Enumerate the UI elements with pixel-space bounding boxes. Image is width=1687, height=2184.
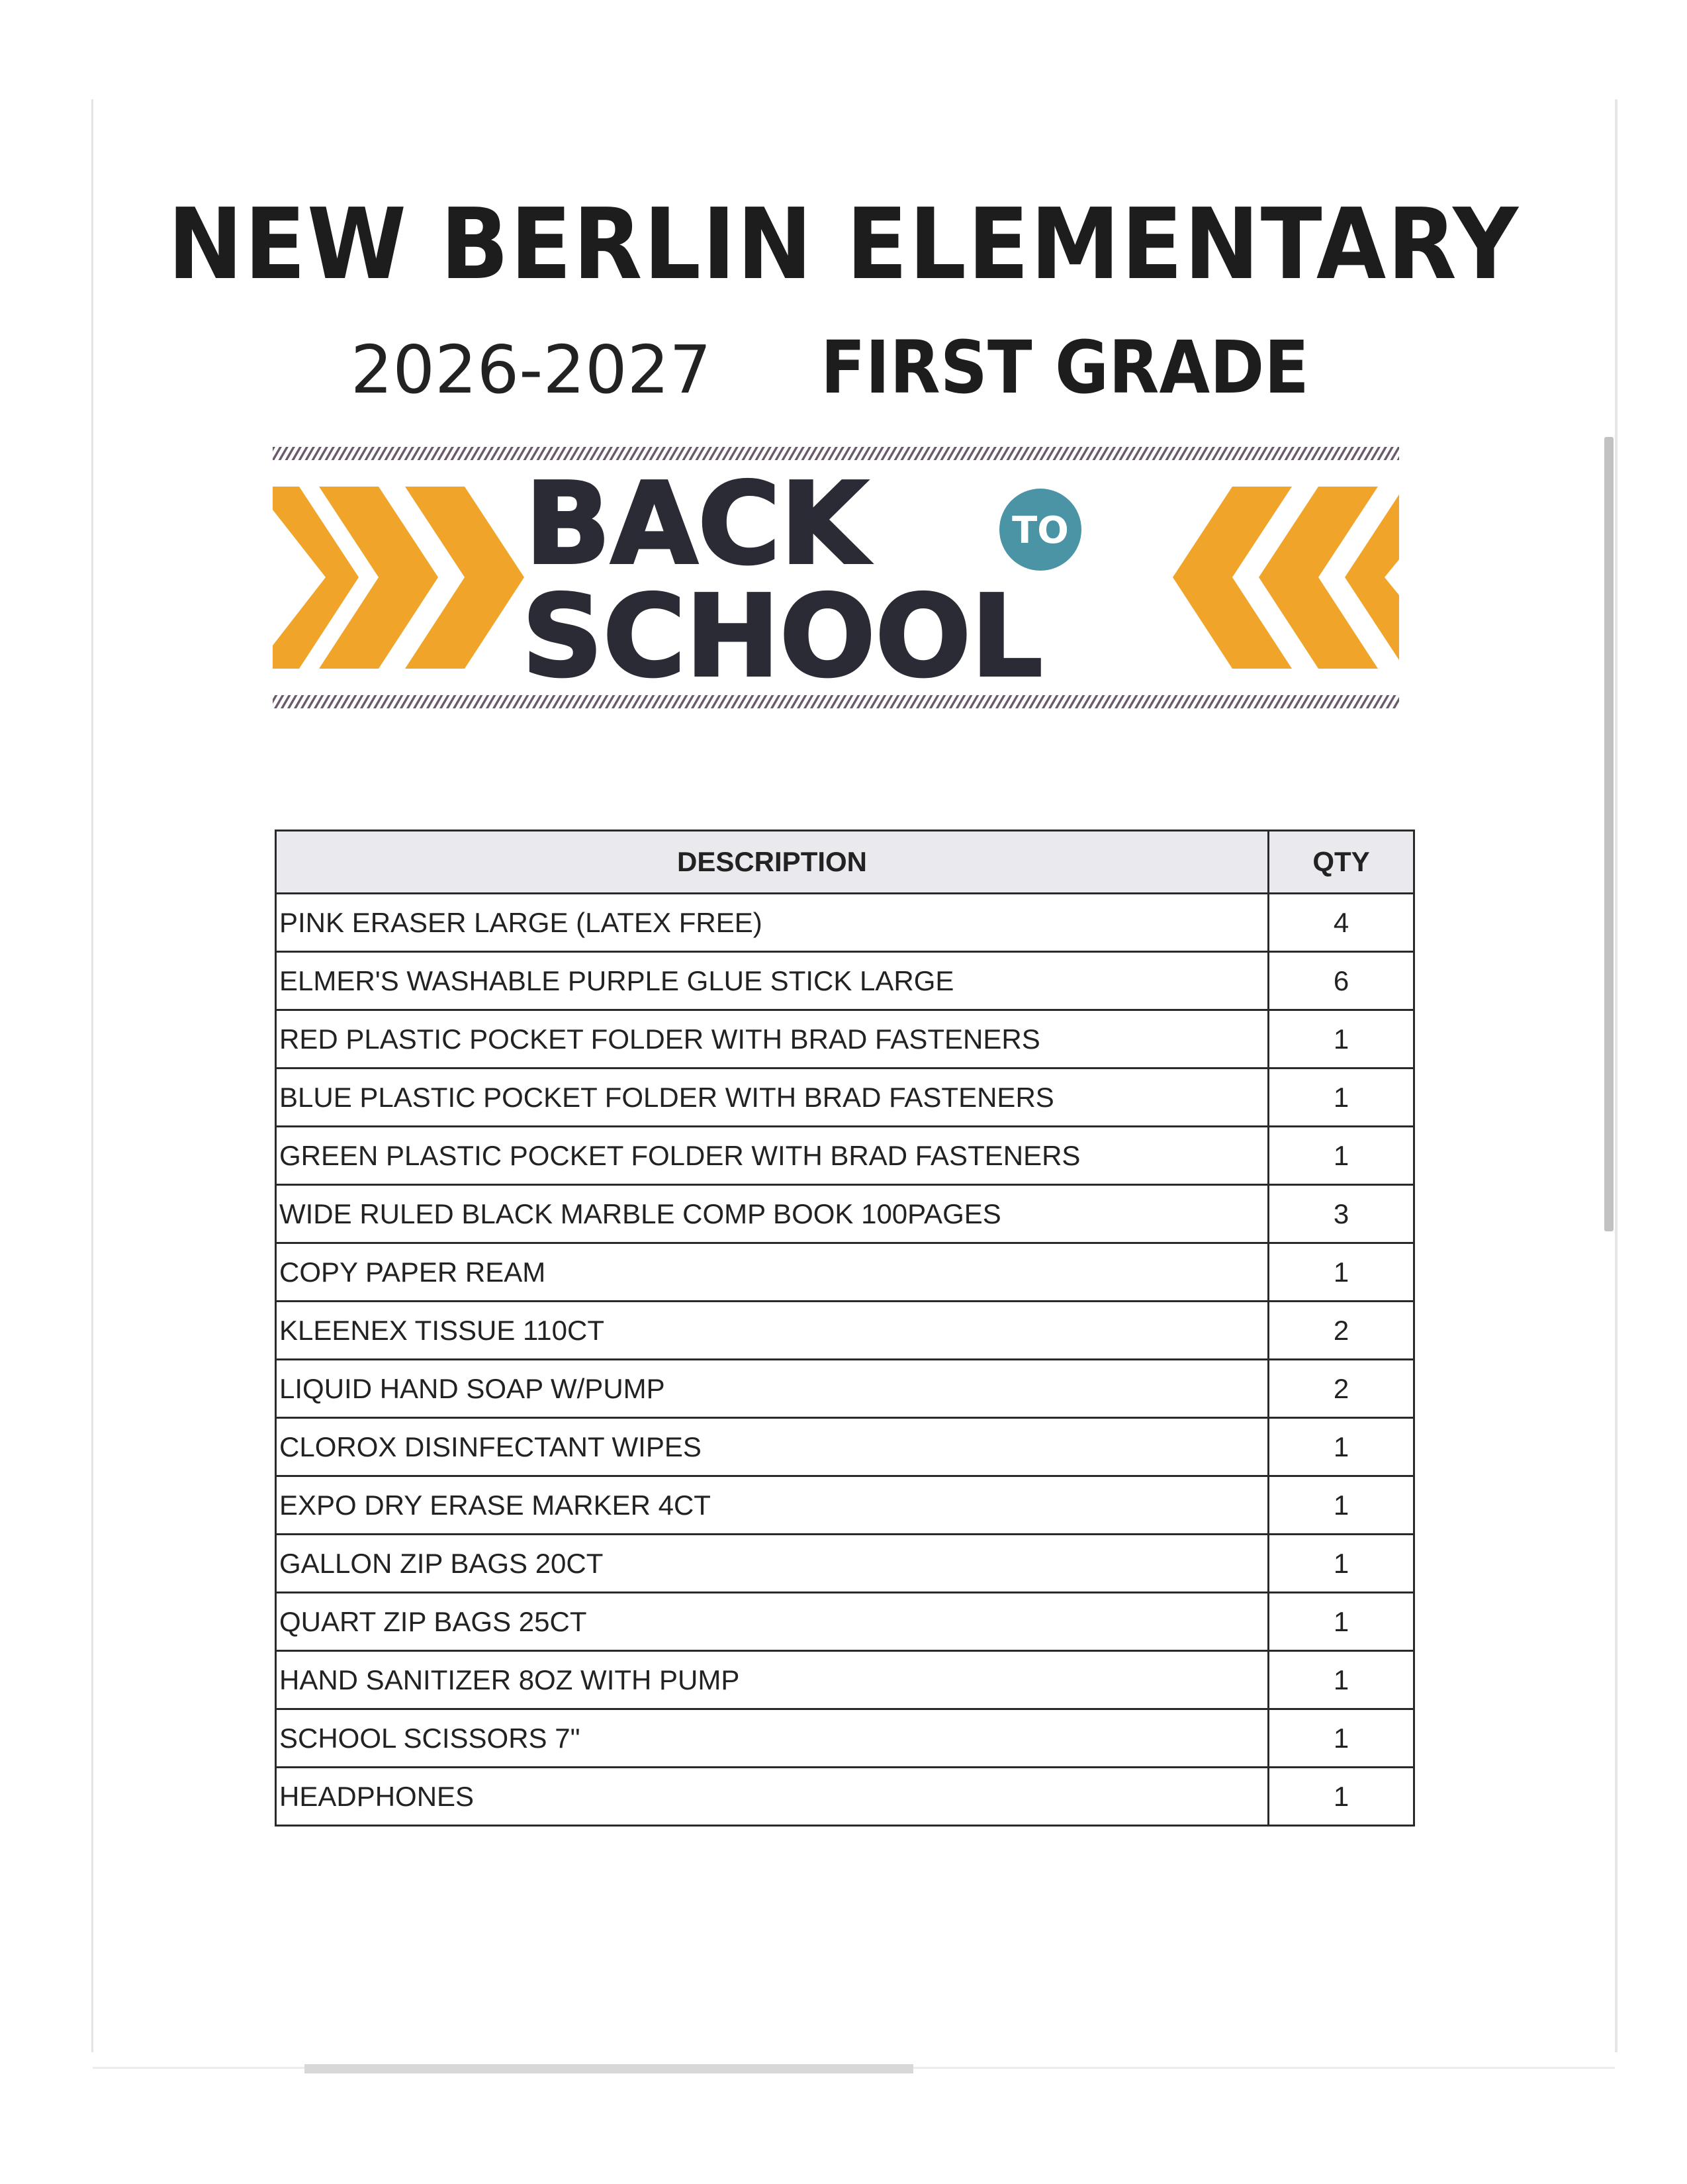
- item-description: KLEENEX TISSUE 110CT: [276, 1302, 1269, 1360]
- table-header-row: [276, 831, 1414, 894]
- school-year: 2026-2027: [350, 331, 711, 408]
- item-description: GREEN PLASTIC POCKET FOLDER WITH BRAD FASTENERS: [276, 1127, 1269, 1185]
- item-qty: 1: [1269, 1535, 1414, 1593]
- item-description: EXPO DRY ERASE MARKER 4CT: [276, 1476, 1269, 1535]
- table-row: [276, 894, 1414, 952]
- item-description: COPY PAPER REAM: [276, 1243, 1269, 1302]
- item-qty: 3: [1269, 1185, 1414, 1243]
- table-row: [276, 1360, 1414, 1418]
- table-row: [276, 1068, 1414, 1127]
- school-name-title: NEW BERLIN ELEMENTARY: [167, 187, 1520, 301]
- item-description: QUART ZIP BAGS 25CT: [276, 1593, 1269, 1651]
- item-description: PINK ERASER LARGE (LATEX FREE): [276, 894, 1269, 952]
- item-description: BLUE PLASTIC POCKET FOLDER WITH BRAD FASTENERS: [276, 1068, 1269, 1127]
- top-stripe-band: [273, 447, 1399, 460]
- item-description: RED PLASTIC POCKET FOLDER WITH BRAD FASTENERS: [276, 1010, 1269, 1068]
- item-description: ELMER'S WASHABLE PURPLE GLUE STICK LARGE: [276, 952, 1269, 1010]
- table-row: [276, 952, 1414, 1010]
- table-row: [276, 1127, 1414, 1185]
- table-row: [276, 1651, 1414, 1709]
- item-description: GALLON ZIP BAGS 20CT: [276, 1535, 1269, 1593]
- table-row: [276, 1593, 1414, 1651]
- table-row: [276, 1243, 1414, 1302]
- item-description: CLOROX DISINFECTANT WIPES: [276, 1418, 1269, 1476]
- item-qty: 1: [1269, 1593, 1414, 1651]
- item-qty: 1: [1269, 1127, 1414, 1185]
- subtitle-line: [0, 325, 1687, 410]
- item-description: LIQUID HAND SOAP W/PUMP: [276, 1360, 1269, 1418]
- banner-word-to: TO: [1012, 509, 1069, 552]
- right-chevrons: [1173, 487, 1399, 669]
- left-chevrons: [273, 487, 524, 669]
- grade-label: FIRST GRADE: [821, 325, 1310, 410]
- back-to-school-banner: [273, 447, 1399, 708]
- item-qty: 2: [1269, 1360, 1414, 1418]
- item-description: HAND SANITIZER 8OZ WITH PUMP: [276, 1651, 1269, 1709]
- banner-word-back: BACK: [525, 459, 868, 590]
- item-qty: 1: [1269, 1243, 1414, 1302]
- item-qty: 1: [1269, 1651, 1414, 1709]
- table-row: [276, 1010, 1414, 1068]
- table-row: [276, 1535, 1414, 1593]
- item-qty: 4: [1269, 894, 1414, 952]
- item-qty: 1: [1269, 1768, 1414, 1826]
- table-row: [276, 1476, 1414, 1535]
- description-column-header: DESCRIPTION: [276, 831, 1269, 894]
- item-qty: 1: [1269, 1709, 1414, 1768]
- item-qty: 2: [1269, 1302, 1414, 1360]
- table-row: [276, 1768, 1414, 1826]
- item-description: HEADPHONES: [276, 1768, 1269, 1826]
- qty-column-header: QTY: [1269, 831, 1414, 894]
- table-row: [276, 1418, 1414, 1476]
- item-description: SCHOOL SCISSORS 7": [276, 1709, 1269, 1768]
- scan-smudge: [304, 2064, 913, 2073]
- supply-list-table: [275, 830, 1415, 1827]
- table-row: [276, 1185, 1414, 1243]
- table-row: [276, 1709, 1414, 1768]
- item-qty: 1: [1269, 1010, 1414, 1068]
- banner-word-school: SCHOOL: [522, 571, 1043, 702]
- scan-artifact-bar: [1604, 437, 1614, 1231]
- item-qty: 1: [1269, 1476, 1414, 1535]
- table-row: [276, 1302, 1414, 1360]
- item-qty: 6: [1269, 952, 1414, 1010]
- item-qty: 1: [1269, 1418, 1414, 1476]
- item-qty: 1: [1269, 1068, 1414, 1127]
- item-description: WIDE RULED BLACK MARBLE COMP BOOK 100PAGES: [276, 1185, 1269, 1243]
